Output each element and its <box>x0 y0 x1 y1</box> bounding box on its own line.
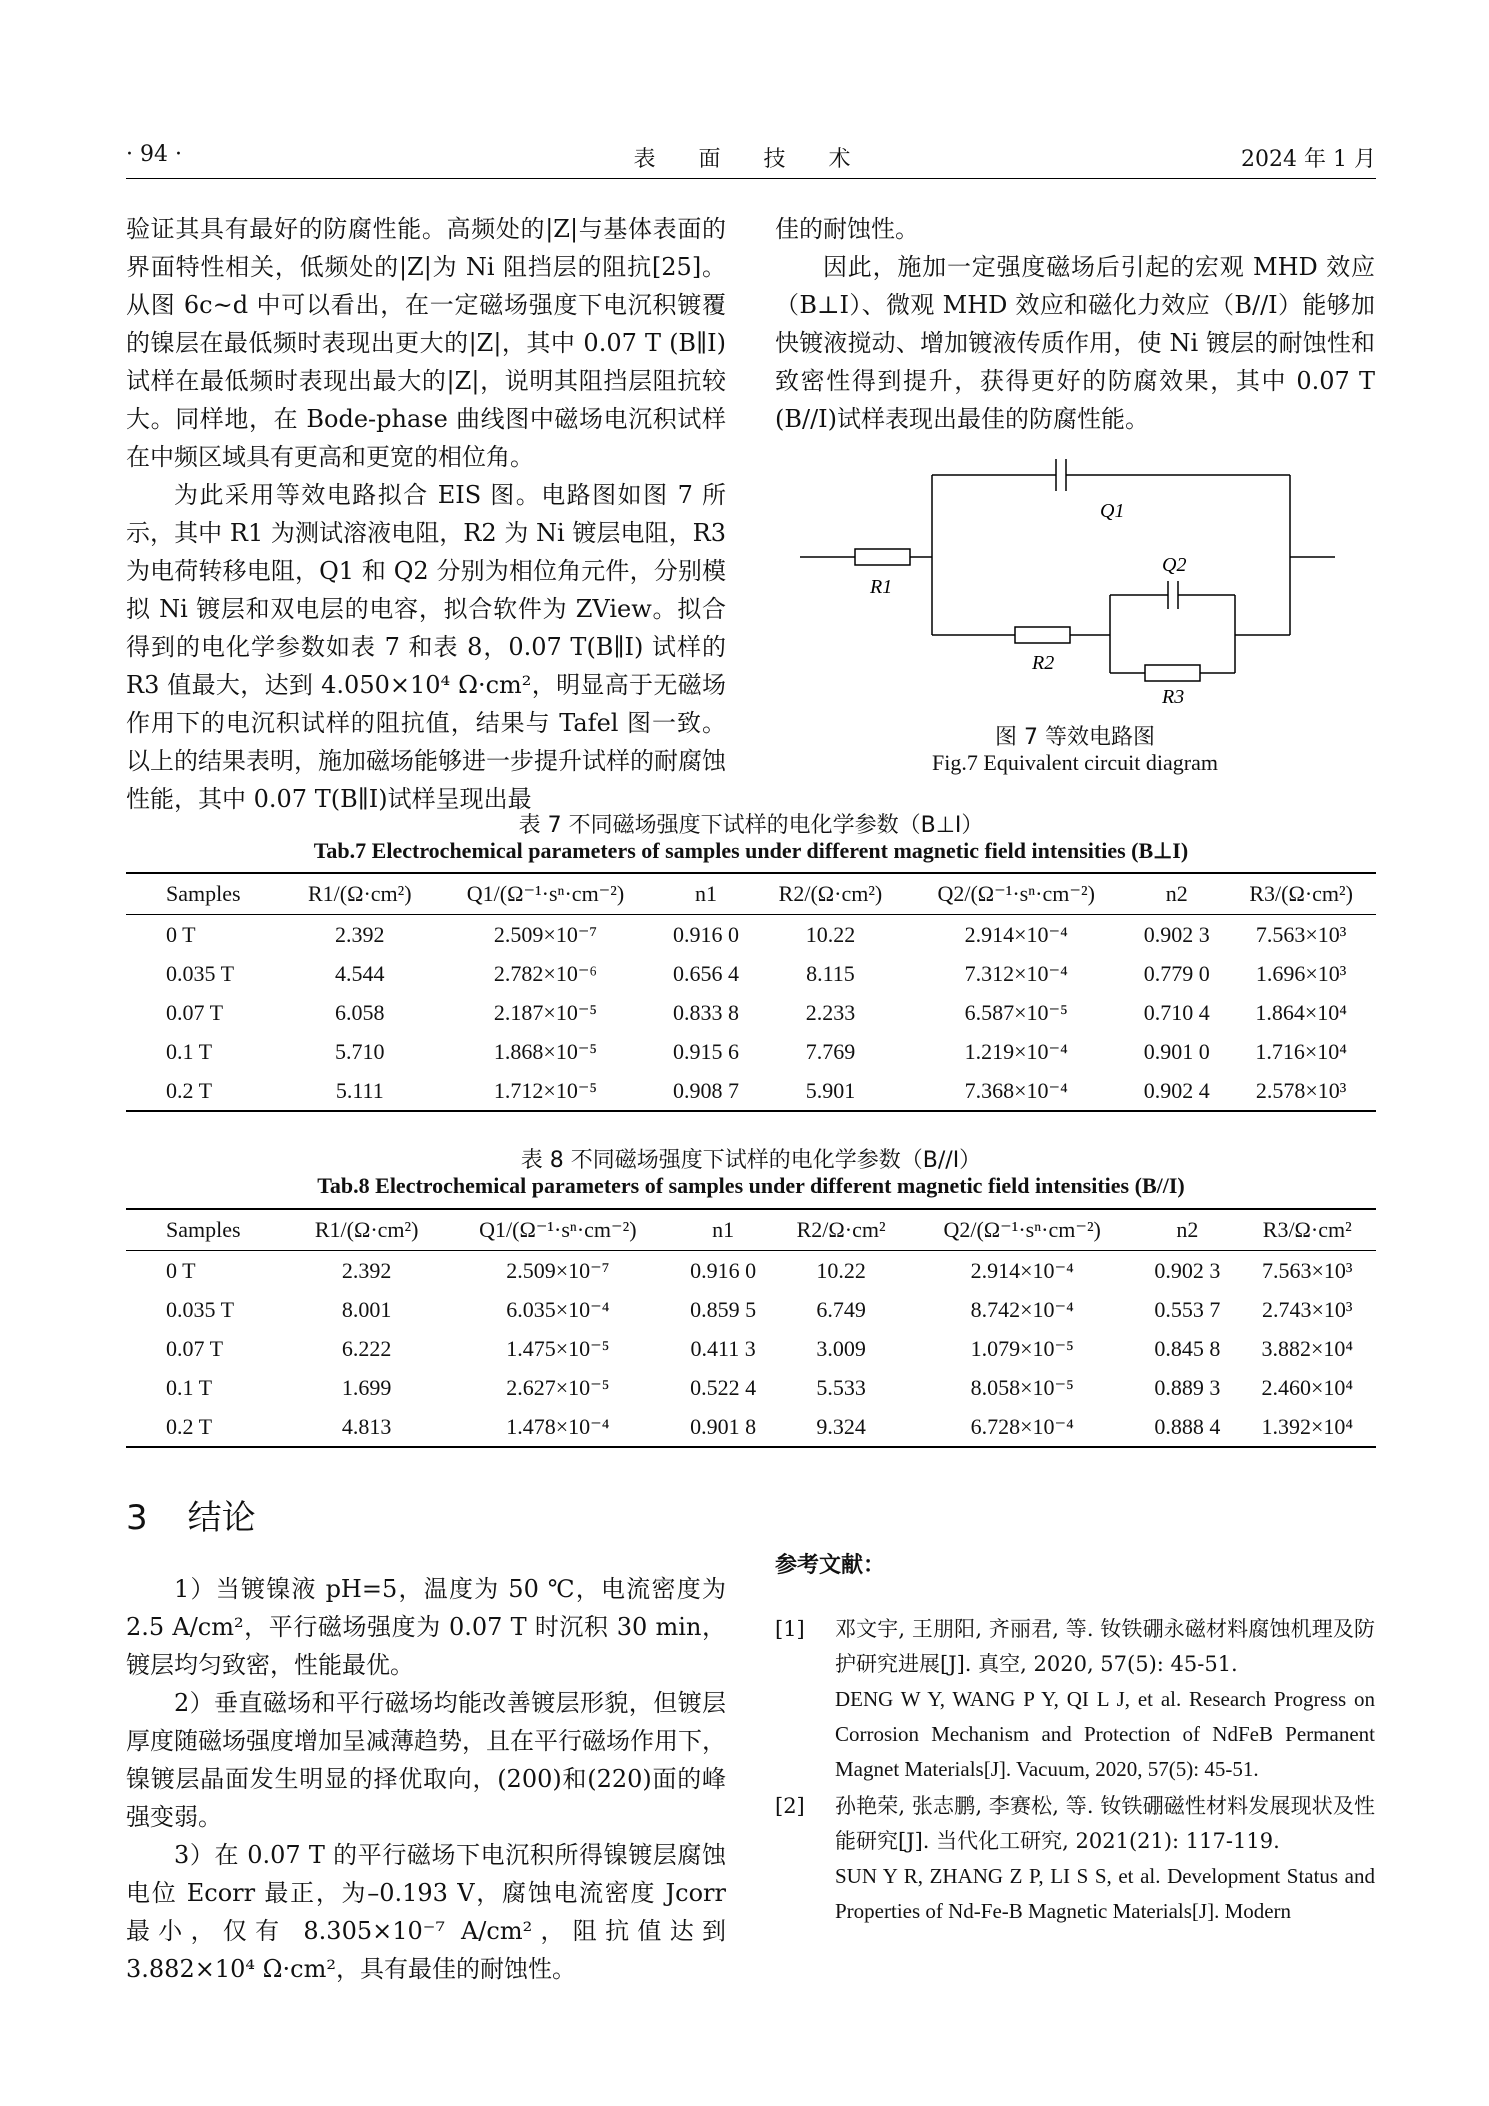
column-header: n1 <box>656 873 755 915</box>
table8-caption-en: Tab.8 Electrochemical parameters of samples under different magnetic field intensities (B//I) <box>317 1173 1185 1198</box>
table-row <box>126 1251 1376 1291</box>
table-cell: 0.902 3 <box>1143 921 1210 947</box>
column-header: n1 <box>672 1209 774 1251</box>
column-header: R3/(Ω·cm²) <box>1226 873 1376 915</box>
table-cell: 0.833 8 <box>673 999 740 1025</box>
table-cell: 2.392 <box>335 921 385 947</box>
table-cell: 4.813 <box>290 1407 444 1447</box>
paragraph: 验证其具有最好的防腐性能。高频处的|Z|与基体表面的界面特性相关，低频处的|Z|为 Ni 阻挡层的阻抗[25]。从图 6c~d 中可以看出，在一定磁场强度下电沉积镀覆的镍层在最低频时表现出更大的|Z|，其中 0.07 T (B∥I) 试样在最低频时表现出最大的|Z|，说明其阻挡层阻抗较大。同样地，在 Bode-phase 曲线图中磁场电沉积试样在中频区域具有更高和更宽的相位角。 <box>126 215 726 471</box>
table-cell: 0.915 6 <box>673 1038 740 1064</box>
table-cell: 2.392 <box>341 1257 392 1283</box>
column-header: Q2/(Ω⁻¹·sⁿ·cm⁻²) <box>905 873 1127 915</box>
table-cell: 2.914×10⁻⁴ <box>964 921 1068 947</box>
table-cell: 6.587×10⁻⁵ <box>964 999 1068 1025</box>
column-header: R2/Ω·cm² <box>774 1209 908 1251</box>
table-cell: 8.742×10⁻⁴ <box>970 1296 1074 1322</box>
table-cell: 6.035×10⁻⁴ <box>506 1296 610 1322</box>
table-cell: 0 T <box>166 1257 196 1283</box>
reference-zh: 孙艳荣, 张志鹏, 李赛松, 等. 钕铁硼磁性材料发展现状及性能研究[J]. 当代化工研究, 2021(21): 117-119. <box>835 1794 1375 1853</box>
paragraph: 因此，施加一定强度磁场后引起的宏观 MHD 效应（B⊥I）、微观 MHD 效应和磁化力效应（B//I）能够加快镀液搅动、增加镀液传质作用，使 Ni 镀层的耐蚀性和致密性得到提升，获得更好的防腐效果，其中 0.07 T (B//I)试样表现出最佳的防腐性能。 <box>775 253 1375 433</box>
paragraph: 为此采用等效电路拟合 EIS 图。电路图如图 7 所示，其中 R1 为测试溶液电阻，R2 为 Ni 镀层电阻，R3 为电荷转移电阻，Q1 和 Q2 分别为相位角元件，分别模拟 Ni 镀层和双电层的电容，拟合软件为 ZView。拟合得到的电化学参数如表 7 和表 8，0.07 T(B∥I) 试样的 R3 值最大，达到 4.050×10⁴ Ω·cm²，明显高于无磁场作用下的电沉积试样的阻抗值，结果与 Tafel 图一致。以上的结果表明，施加磁场能够进一步提升试样的耐腐蚀性能，其中 0.07 T(B∥I)试样呈现出最 <box>126 481 726 813</box>
reference-item <box>775 1612 1375 1787</box>
table-cell: 2.509×10⁻⁷ <box>506 1257 610 1283</box>
table-row <box>126 915 1376 955</box>
label-q1: Q1 <box>1100 500 1125 522</box>
table-cell: 0.2 T <box>126 1407 290 1447</box>
figure-caption-en: Fig.7 Equivalent circuit diagram <box>932 750 1218 775</box>
equivalent-circuit-diagram <box>800 455 1360 705</box>
conclusions <box>126 1570 726 1988</box>
table-cell: 2.233 <box>805 999 856 1025</box>
table-cell: 2.914×10⁻⁴ <box>970 1257 1074 1283</box>
figure-caption-zh: 图 7 等效电路图 <box>995 725 1155 750</box>
reference-number: [2] <box>775 1794 805 1818</box>
table7-caption-zh: 表 7 不同磁场强度下试样的电化学参数（B⊥I） <box>518 813 984 838</box>
reference-item <box>775 1789 1375 1929</box>
table-cell: 6.728×10⁻⁴ <box>908 1407 1136 1447</box>
table-cell: 10.22 <box>816 1257 866 1283</box>
table-cell: 0.522 4 <box>690 1374 757 1400</box>
table-cell: 6.058 <box>335 999 385 1025</box>
table7-caption-en: Tab.7 Electrochemical parameters of samples under different magnetic field intensities (B⊥I) <box>313 838 1189 863</box>
table-cell: 1.696×10³ <box>1255 960 1347 986</box>
table-cell: 10.22 <box>805 921 856 947</box>
table-cell: 0 T <box>166 921 196 947</box>
table-cell: 5.533 <box>816 1374 866 1400</box>
table-cell: 1.079×10⁻⁵ <box>970 1335 1074 1361</box>
references-title: 参考文献： <box>775 1553 886 1578</box>
table-cell: 0.2 T <box>126 1071 285 1111</box>
table-cell: 0.916 0 <box>673 921 740 947</box>
issue-date: 2024 年 1 月 <box>1241 147 1376 172</box>
conclusion-item: 2）垂直磁场和平行磁场均能改善镀层形貌，但镀层厚度随磁场强度增加呈减薄趋势，且在平行磁场作用下，镍镀层晶面发生明显的择优取向，(200)和(220)面的峰强变弱。 <box>126 1689 726 1831</box>
table-cell: 4.544 <box>335 960 385 986</box>
table-header-row <box>126 873 1376 915</box>
table-cell: 1.712×10⁻⁵ <box>435 1071 657 1111</box>
table-cell: 8.115 <box>806 960 855 986</box>
table-cell: 0.710 4 <box>1143 999 1210 1025</box>
table-row <box>126 1329 1376 1368</box>
table-cell: 2.187×10⁻⁵ <box>493 999 598 1025</box>
column-header: R3/Ω·cm² <box>1238 1209 1376 1251</box>
table-cell: 1.864×10⁴ <box>1255 999 1347 1025</box>
table-header-row <box>126 1209 1376 1251</box>
table-cell: 1.475×10⁻⁵ <box>506 1335 610 1361</box>
table-row <box>126 1368 1376 1407</box>
table-cell: 8.058×10⁻⁵ <box>970 1374 1074 1400</box>
table-cell: 0.902 3 <box>1154 1257 1221 1283</box>
table-row <box>126 1407 1376 1447</box>
table-cell: 2.460×10⁴ <box>1261 1374 1354 1400</box>
paragraph: 佳的耐蚀性。 <box>775 215 919 243</box>
table-cell: 0.845 8 <box>1154 1335 1221 1361</box>
column-header: R1/(Ω·cm²) <box>290 1209 444 1251</box>
table7 <box>126 872 1376 1112</box>
table-cell: 2.578×10³ <box>1226 1071 1376 1111</box>
header-rule <box>126 178 1376 179</box>
table-cell: 5.901 <box>756 1071 906 1111</box>
conclusion-item: 3）在 0.07 T 的平行磁场下电沉积所得镍镀层腐蚀电位 Ecorr 最正，为–0.193 V，腐蚀电流密度 Jcorr 最小，仅有 8.305×10⁻⁷ A/cm²，阻抗值达到 3.882×10⁴ Ω·cm²，具有最佳的耐蚀性。 <box>126 1841 726 1983</box>
table-cell: 7.769 <box>805 1038 856 1064</box>
table-cell: 2.743×10³ <box>1261 1296 1353 1322</box>
column-header: Q1/(Ω⁻¹·sⁿ·cm⁻²) <box>444 1209 672 1251</box>
table-cell: 1.219×10⁻⁴ <box>964 1038 1068 1064</box>
section-heading <box>126 1490 256 1539</box>
table-cell: 1.478×10⁻⁴ <box>444 1407 672 1447</box>
label-q2: Q2 <box>1162 554 1187 576</box>
table-cell: 2.509×10⁻⁷ <box>493 921 598 947</box>
table-row <box>126 954 1376 993</box>
left-column <box>126 210 726 818</box>
reference-zh: 邓文宇, 王朋阳, 齐丽君, 等. 钕铁硼永磁材料腐蚀机理及防护研究进展[J]. 真空, 2020, 57(5): 45-51. <box>835 1617 1375 1676</box>
table-row <box>126 993 1376 1032</box>
column-header: R2/(Ω·cm²) <box>756 873 906 915</box>
table-cell: 7.563×10³ <box>1261 1257 1353 1283</box>
table-cell: 2.627×10⁻⁵ <box>506 1374 610 1400</box>
table-cell: 0.553 7 <box>1154 1296 1221 1322</box>
table-cell: 0.1 T <box>166 1374 213 1400</box>
reference-number: [1] <box>775 1617 805 1641</box>
page-header <box>126 142 1376 182</box>
table-row <box>126 1032 1376 1071</box>
table-cell: 5.710 <box>335 1038 385 1064</box>
table-cell: 6.222 <box>341 1335 392 1361</box>
page-number: · 94 · <box>126 142 182 167</box>
column-header: Q1/(Ω⁻¹·sⁿ·cm⁻²) <box>435 873 657 915</box>
label-r1: R1 <box>870 576 893 598</box>
section-number: 3 <box>126 1498 148 1538</box>
table-cell: 0.779 0 <box>1143 960 1210 986</box>
resistor-r2 <box>1015 627 1070 643</box>
table-cell: 1.868×10⁻⁵ <box>493 1038 598 1064</box>
table-row <box>126 1071 1376 1111</box>
table-cell: 0.901 0 <box>1143 1038 1210 1064</box>
right-column <box>775 210 1375 438</box>
table-cell: 0.908 7 <box>656 1071 755 1111</box>
table-cell: 0.902 4 <box>1127 1071 1226 1111</box>
table-cell: 2.782×10⁻⁶ <box>493 960 598 986</box>
journal-name: 表 面 技 术 <box>633 147 869 172</box>
table-cell: 7.368×10⁻⁴ <box>905 1071 1127 1111</box>
table-cell: 0.035 T <box>166 960 235 986</box>
table-cell: 8.001 <box>341 1296 392 1322</box>
table-cell: 0.889 3 <box>1154 1374 1221 1400</box>
table-cell: 0.916 0 <box>690 1257 757 1283</box>
label-r3: R3 <box>1162 686 1185 705</box>
conclusion-item: 1）当镀镍液 pH=5，温度为 50 ℃，电流密度为 2.5 A/cm²，平行磁场强度为 0.07 T 时沉积 30 min，镀层均匀致密，性能最优。 <box>126 1575 726 1679</box>
table-cell: 0.888 4 <box>1136 1407 1238 1447</box>
table-cell: 0.07 T <box>166 999 224 1025</box>
table-row <box>126 1290 1376 1329</box>
column-header: n2 <box>1136 1209 1238 1251</box>
column-header: R1/(Ω·cm²) <box>285 873 435 915</box>
table-cell: 7.312×10⁻⁴ <box>964 960 1068 986</box>
resistor-r1 <box>855 549 910 565</box>
table-cell: 3.009 <box>816 1335 866 1361</box>
table-cell: 1.716×10⁴ <box>1255 1038 1347 1064</box>
column-header: Samples <box>126 1209 290 1251</box>
column-header: Q2/(Ω⁻¹·sⁿ·cm⁻²) <box>908 1209 1136 1251</box>
resistor-r3 <box>1145 665 1200 681</box>
section-title: 结论 <box>187 1498 256 1538</box>
table-cell: 1.699 <box>341 1374 392 1400</box>
table-cell: 3.882×10⁴ <box>1261 1335 1354 1361</box>
table-cell: 0.07 T <box>166 1335 224 1361</box>
table-cell: 0.035 T <box>166 1296 235 1322</box>
table-cell: 0.901 8 <box>672 1407 774 1447</box>
table-cell: 5.111 <box>285 1071 435 1111</box>
reference-en: SUN Y R, ZHANG Z P, LI S S, et al. Development Status and Properties of Nd-Fe-B Magnetic Materials[J]. Modern <box>835 1864 1375 1923</box>
reference-en: DENG W Y, WANG P Y, QI L J, et al. Research Progress on Corrosion Mechanism and Protection of NdFeB Permanent Magnet Materials[J]. Vacuum, 2020, 57(5): 45-51. <box>835 1687 1375 1781</box>
table-cell: 0.859 5 <box>690 1296 757 1322</box>
table-cell: 0.1 T <box>166 1038 213 1064</box>
column-header: n2 <box>1127 873 1226 915</box>
column-header: Samples <box>126 873 285 915</box>
label-r2: R2 <box>1032 652 1055 674</box>
table-cell: 1.392×10⁴ <box>1238 1407 1376 1447</box>
table8 <box>126 1208 1376 1448</box>
table-cell: 7.563×10³ <box>1255 921 1347 947</box>
table-cell: 6.749 <box>816 1296 866 1322</box>
table-cell: 9.324 <box>774 1407 908 1447</box>
table-cell: 0.656 4 <box>673 960 740 986</box>
table8-caption-zh: 表 8 不同磁场强度下试样的电化学参数（B//I） <box>520 1148 982 1173</box>
reference-list <box>775 1612 1375 1931</box>
table-cell: 0.411 3 <box>690 1335 756 1361</box>
